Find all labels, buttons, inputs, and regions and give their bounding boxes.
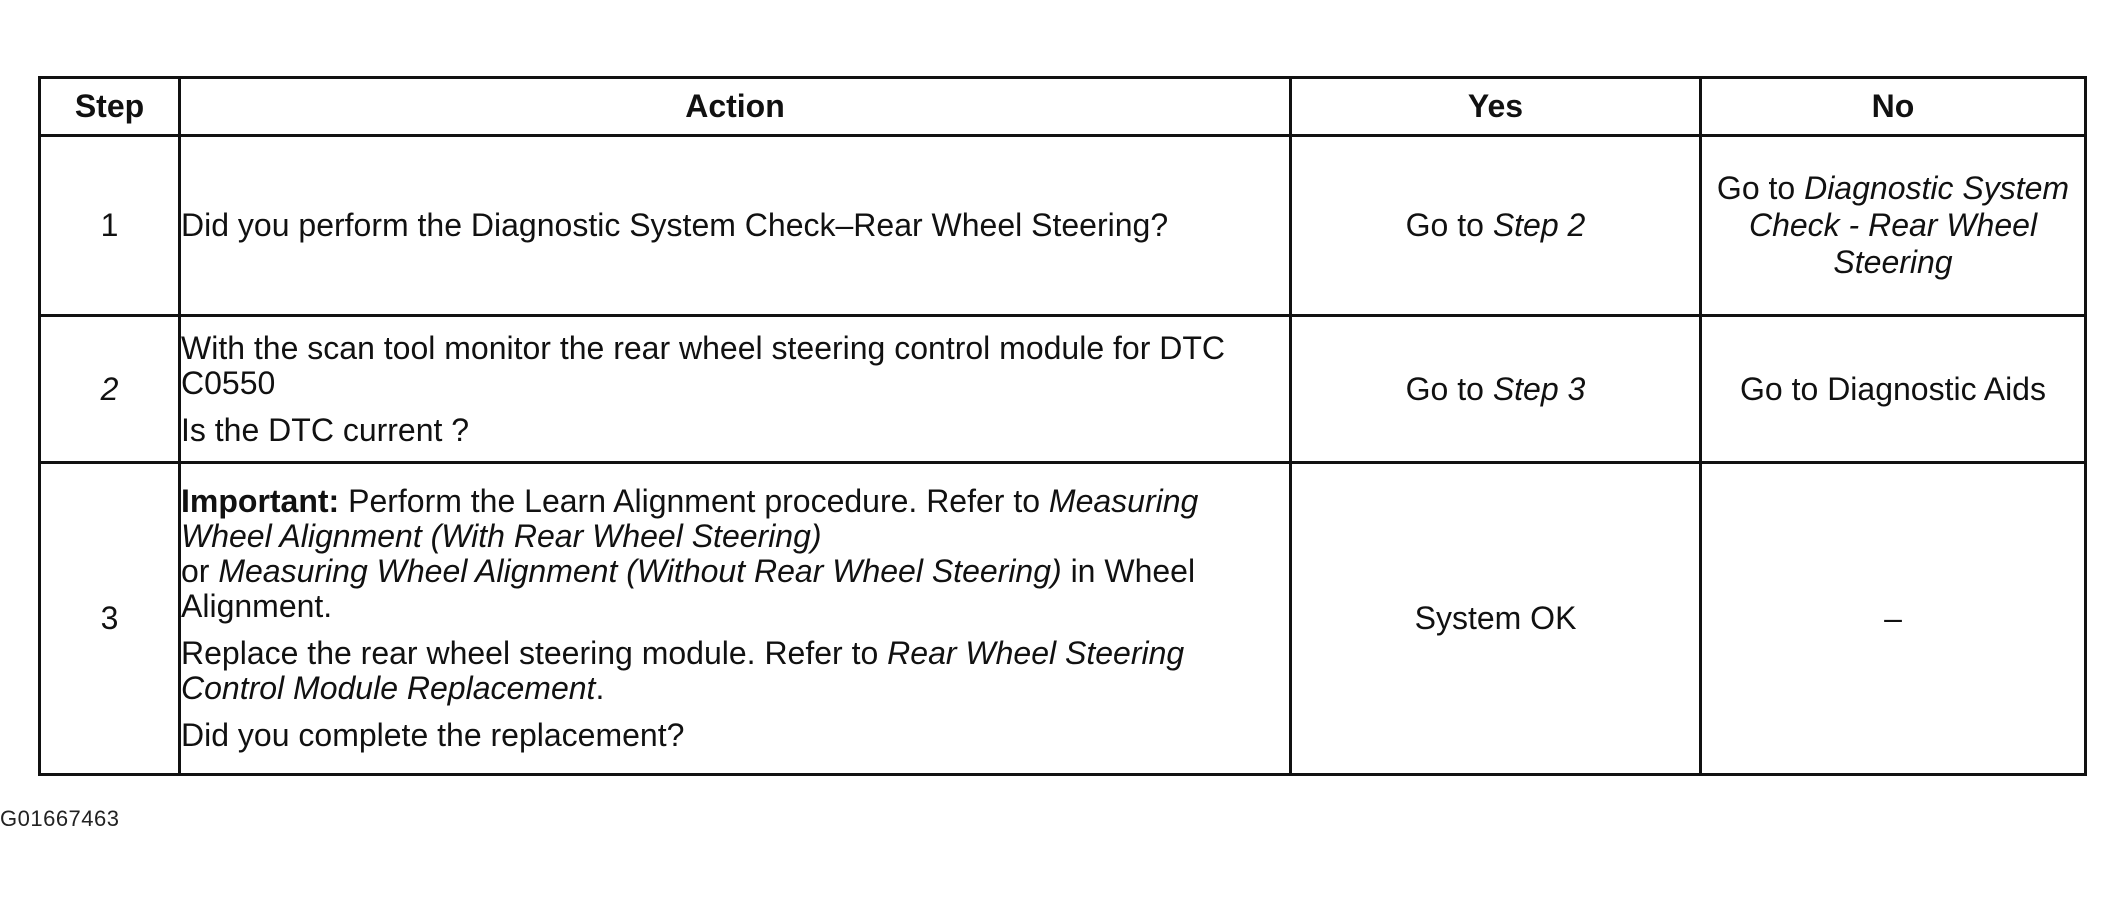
yes-text: System OK — [1414, 600, 1577, 636]
no-text: Go to Diagnostic Aids — [1740, 370, 2046, 407]
header-action: Action — [180, 78, 1291, 136]
action-text: Did you perform the Diagnostic System Check–Rear Wheel Steering? — [181, 207, 1169, 243]
yes-cell — [1291, 463, 1701, 775]
header-no: No — [1701, 78, 2086, 136]
yes-cell — [1291, 136, 1701, 316]
step-number: 2 — [40, 316, 180, 463]
yes-cell — [1291, 316, 1701, 463]
table-row — [40, 136, 2086, 316]
important-text: Perform the Learn Alignment procedure. Refer to — [339, 483, 1049, 519]
header-yes: Yes — [1291, 78, 1701, 136]
important-note — [181, 484, 1289, 624]
diagnostic-table-container — [38, 76, 2084, 776]
yes-prefix: Go to — [1405, 207, 1493, 243]
action-cell — [180, 463, 1291, 775]
header-step: Step — [40, 78, 180, 136]
important-label: Important: — [181, 483, 340, 519]
replace-text: Replace the rear wheel steering module. Refer to — [181, 635, 888, 671]
diagnostic-table — [38, 76, 2087, 776]
important-link-with: Measuring Wheel Alignment (With Rear Wheel Steering) — [181, 483, 1199, 554]
yes-link: Step 2 — [1492, 207, 1586, 243]
action-question: Is the DTC current ? — [181, 411, 470, 448]
no-cell — [1701, 136, 2086, 316]
action-cell — [180, 136, 1291, 316]
important-text: or — [181, 553, 219, 589]
table-row — [40, 316, 2086, 463]
no-prefix: Go to — [1716, 170, 1805, 206]
no-cell — [1701, 316, 2086, 463]
no-text: – — [1884, 600, 1902, 636]
action-cell — [180, 316, 1291, 463]
replace-end: . — [595, 670, 605, 706]
no-cell — [1701, 463, 2086, 775]
important-link-without: Measuring Wheel Alignment (Without Rear Wheel Steering) — [218, 553, 1062, 589]
no-link: Diagnostic System Check - Rear Wheel Steering — [1748, 170, 2070, 280]
replace-instruction — [181, 636, 1289, 706]
important-text: in Wheel Alignment. — [181, 553, 1196, 624]
action-text: With the scan tool monitor the rear wheel steering control module for DTC C0550 — [181, 329, 1226, 401]
yes-prefix: Go to — [1405, 370, 1493, 407]
step-number: 1 — [40, 136, 180, 316]
step-number: 3 — [40, 463, 180, 775]
figure-id: G01667463 — [0, 806, 120, 831]
table-header-row — [40, 78, 2086, 136]
table-row — [40, 463, 2086, 775]
replace-link: Rear Wheel Steering Control Module Replacement — [181, 635, 1185, 706]
yes-link: Step 3 — [1492, 370, 1586, 407]
action-question: Did you complete the replacement? — [181, 717, 685, 753]
